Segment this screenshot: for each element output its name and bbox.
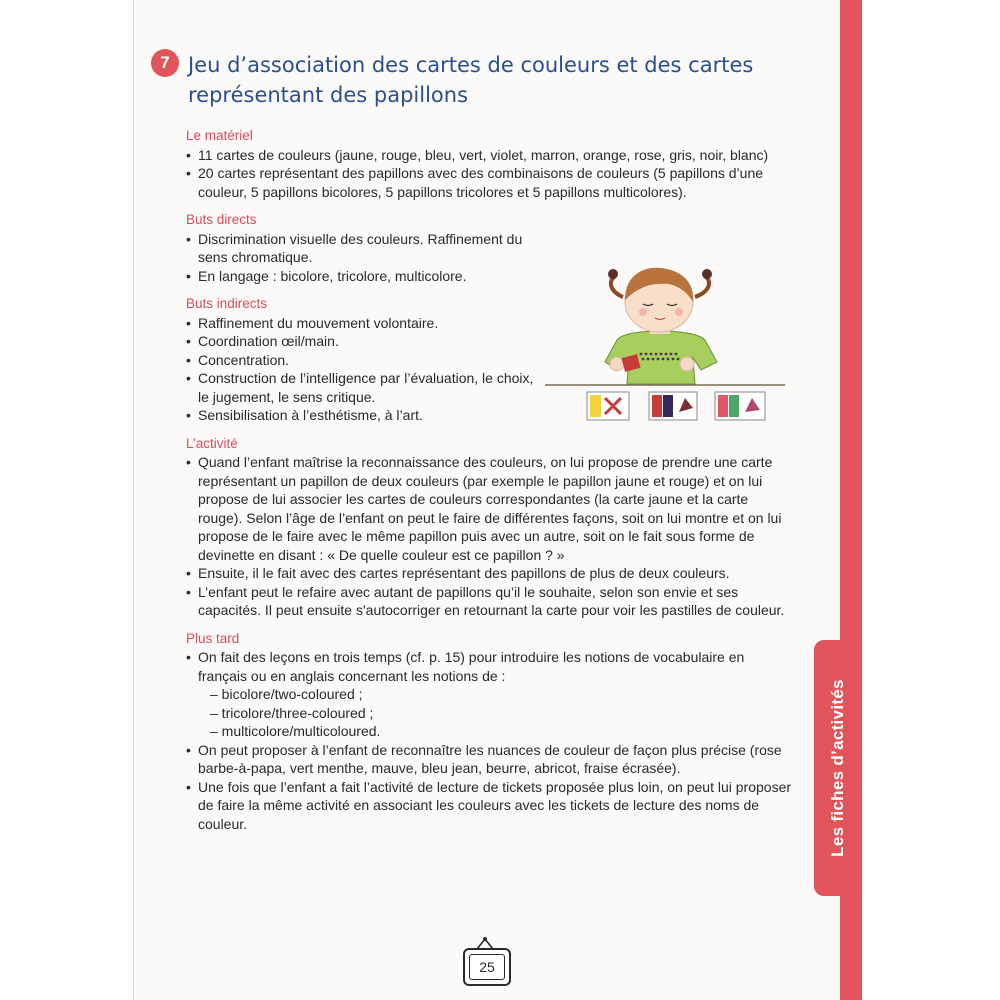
list-item: • Une fois que l’enfant a fait l’activité de lecture de tickets proposée plus loin, on peut lui proposer de faire la même activité en associant les couleurs avec les tickets de lecture des noms de couleur. [186,778,792,834]
title-line-2: représentant des papillons [188,83,469,107]
list-item: • L’enfant peut le refaire avec autant de papillons qu’il le souhaite, selon son envie et ses capacités. Il peut ensuite s'autocorriger en retournant la carte pour voir les pastilles de couleur. [186,583,792,620]
vocab-subitem: – multicolore/multicoloured. [210,723,381,739]
list-item: • On peut proposer à l’enfant de reconnaître les nuances de couleur de façon plus précise (rose barbe-à-papa, vert menthe, mauve, bleu jean, beurre, abricot, fraise écrasée). [186,741,792,778]
materiel-list [186,146,792,202]
list-item: • Discrimination visuelle des couleurs. Raffinement du sens chromatique. [186,230,538,267]
heading-activite: L’activité [186,435,238,451]
list-item: • Concentration. [186,351,538,370]
title-line-1: Jeu d’association des cartes de couleurs et des cartes [188,53,754,77]
activite-list [186,453,792,620]
plus-tard-item-1: On fait des leçons en trois temps (cf. p. 15) pour introduire les notions de vocabulaire en français ou en anglais concernant les notions de : [198,649,745,684]
page-number-label: 25 [469,954,505,980]
list-item: • Ensuite, il le fait avec des cartes représentant des papillons de plus de deux couleurs. [186,564,792,583]
list-item: • En langage : bicolore, tricolore, multicolore. [186,267,538,286]
child-illustration [545,252,785,452]
heading-plus-tard: Plus tard [186,630,240,646]
side-tab-label: Les fiches d’activités [828,679,847,857]
page-title [188,50,788,110]
page-number [463,940,511,984]
vocab-subitem: – tricolore/three-coloured ; [210,704,374,721]
page-number-frame [463,948,511,986]
section-number-badge: 7 [151,49,179,77]
list-item: • Sensibilisation à l’esthétisme, à l’art. [186,406,538,425]
list-item: • Quand l’enfant maîtrise la reconnaissance des couleurs, on lui propose de prendre une carte représentant un papillon de deux couleurs (par exemple le papillon jaune et rouge) et on lui propose de lui associer les cartes de couleurs correspondantes (la carte jaune et la carte rouge). Selon l’âge de l’enfant on peut le faire de différentes façons, soit on lui montre et on lui propose de le faire avec le même papillon puis avec un autre, soit on le fait sous forme de devinette en disant : « De quelle couleur est ce papillon ? » [186,453,792,564]
heading-buts-indirects: Buts indirects [186,296,268,311]
list-item: • Coordination œil/main. [186,332,538,351]
heading-materiel: Le matériel [186,128,253,143]
main-content [186,127,792,833]
list-item: • 20 cartes représentant des papillons avec des combinaisons de couleurs (5 papillons d’une couleur, 5 papillons bicolores, 5 papillons tricolores et 5 papillons multicolores). [186,164,792,201]
heading-buts-directs: Buts directs [186,212,257,227]
list-item [186,648,792,741]
list-item: • Raffinement du mouvement volontaire. [186,314,538,333]
plus-tard-list [186,648,792,833]
list-item: • Construction de l’intelligence par l’évaluation, le choix, le jugement, le sens critique. [186,369,538,406]
vocab-subitem: – bicolore/two-coloured ; [210,686,363,702]
list-item: • 11 cartes de couleurs (jaune, rouge, bleu, vert, violet, marron, orange, rose, gris, noir, blanc) [186,146,792,165]
